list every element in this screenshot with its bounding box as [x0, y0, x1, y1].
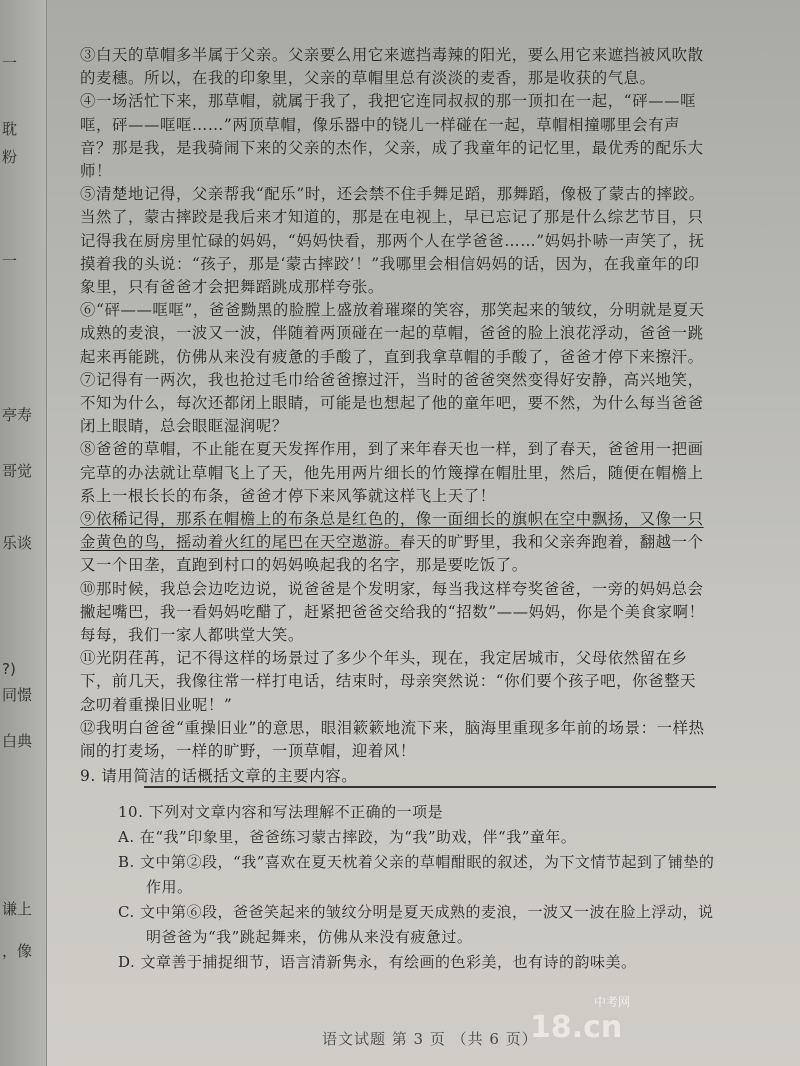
option-a: A. 在“我”印象里，爸爸练习蒙古摔跤，为“我”助戏，伴“我”童年。	[118, 828, 577, 846]
page-footer: 语文试题 第 3 页 （共 6 页）	[322, 1030, 538, 1048]
margin-char: 一	[2, 252, 18, 270]
margin-char: 乐谈	[2, 534, 33, 552]
margin-char: ?)	[2, 660, 16, 678]
paragraph-8: ⑧爸爸的草帽，不止能在夏天发挥作用，到了来年春天也一样，到了春天，爸爸用一把画完草的办法就让草帽飞上了天，他先用两片细长的竹篾撑在帽肚里，然后，随便在帽檐上系上一根长长的布条，爸爸才停下来风筝就这样飞上天了！	[80, 440, 704, 505]
margin-char: 亭寿	[2, 406, 33, 424]
question-10	[118, 800, 718, 975]
option-d: D. 文章善于捕捉细节，语言清新隽永，有绘画的色彩美，也有诗的韵味美。	[118, 953, 637, 971]
previous-page-edge	[0, 0, 47, 1066]
question-10-stem: 10. 下列对文章内容和写法理解不正确的一项是	[118, 803, 444, 821]
margin-char: 一	[2, 54, 18, 72]
watermark: 18.cn	[530, 1010, 623, 1045]
option-c: C. 文中第⑥段，爸爸笑起来的皱纹分明是夏天成熟的麦浪，一波又一波在脸上浮动，说明爸爸为“我”跳起舞来，仿佛从来没有疲惫过。	[118, 903, 714, 946]
paragraph-11: ⑪光阴荏苒，记不得这样的场景过了多少个年头，现在，我定居城市，父母依然留在乡下，前几天，我像往常一样打电话，结束时，母亲突然说：“你们要个孩子吧，你爸整天念叨着重操旧业呢！”	[80, 649, 697, 714]
paragraph-6: ⑥“砰——哐哐”，爸爸黝黑的脸膛上盛放着璀璨的笑容，那笑起来的皱纹，分明就是夏天成熟的麦浪，一波又一波，伴随着两顶碰在一起的草帽，爸爸的脸上浪花浮动，爸爸一跳起来再能跳，仿佛从来没有疲惫的手酸了，直到我拿草帽的手酸了，爸爸才停下来擦汗。	[80, 301, 705, 366]
reading-passage	[80, 44, 710, 789]
paragraph-3: ③白天的草帽多半属于父亲。父亲要么用它来遮挡毒辣的阳光，要么用它来遮挡被风吹散的麦穗。所以，在我的印象里，父亲的草帽里总有淡淡的麦香，那是收获的气息。	[80, 46, 704, 88]
underlined-sentence: ⑨依稀记得，那系在帽檐上的布条总是红色的，像一面细长的旗帜在空中飘扬，又像一只金黄色的鸟，摇动着火红的尾巴在天空遨游。	[80, 510, 704, 552]
option-b: B. 文中第②段，“我”喜欢在夏天枕着父亲的草帽酣眠的叙述，为下文情节起到了铺垫的作用。	[118, 853, 715, 896]
watermark-small: 中考网	[594, 995, 631, 1009]
paragraph-4: ④一场活忙下来，那草帽，就属于我了，我把它连同叔叔的那一顶扣在一起，“砰——哐哐，砰——哐哐……”两顶草帽，像乐器中的铙儿一样碰在一起，草帽相撞哪里会有声音？那是我，是我骑闹下来的父亲的杰作，父亲，成了我童年的记忆里，最优秀的配乐大师！	[80, 92, 704, 181]
margin-char: 同憬	[2, 686, 33, 704]
paragraph-5: ⑤清楚地记得，父亲帮我“配乐”时，还会禁不住手舞足蹈，那舞蹈，像极了蒙古的摔跤。当然了，蒙古摔跤是我后来才知道的，那是在电视上，早已忘记了那是什么综艺节目，只记得我在厨房里忙碌的妈妈，“妈妈快看，那两个人在学爸爸……”妈妈扑哧一声笑了，抚摸着我的头说：“孩子，那是‘蒙古摔跤’！”我哪里会相信妈妈的话，因为，在我童年的印象里，只有爸爸才会把舞蹈跳成那样夸张。	[80, 185, 705, 297]
margin-char: 粉	[2, 148, 18, 166]
margin-char: 哥觉	[2, 462, 33, 480]
answer-line	[144, 786, 716, 788]
margin-char: ，像	[2, 942, 33, 960]
paragraph-9-rest: 春天的旷野里，我和父亲奔跑着，翻越一个又一个田垄，直跑到村口的妈妈唤起我的名字，那是要吃饭了。	[80, 533, 704, 575]
paragraph-9	[80, 508, 710, 578]
paragraph-7: ⑦记得有一两次，我也抢过毛巾给爸爸擦过汗，当时的爸爸突然变得好安静，高兴地笑，不知为什么，每次还都闭上眼睛，可能是也想起了他的童年吧，要不然，为什么每当爸爸闭上眼睛，总会眼眶湿润呢？	[80, 370, 704, 436]
question-9: 9. 请用简洁的话概括文章的主要内容。	[80, 767, 358, 786]
margin-char: 耽	[2, 120, 18, 138]
paragraph-12: ⑫我明白爸爸“重操旧业”的意思，眼泪簌簌地流下来，脑海里重现多年前的场景：一样热闹的打麦场，一样的旷野，一顶草帽，迎着风！	[80, 718, 705, 761]
margin-char: 白典	[2, 732, 33, 750]
margin-char: 谦上	[2, 900, 33, 918]
paragraph-10: ⑩那时候，我总会边吃边说，说爸爸是个发明家，每当我这样夸奖爸爸，一旁的妈妈总会撇起嘴巴，我一看妈妈吃醋了，赶紧把爸爸交给我的“招数”——妈妈，你是个美食家啊！每每，我们一家人都哄堂大笑。	[80, 579, 705, 645]
